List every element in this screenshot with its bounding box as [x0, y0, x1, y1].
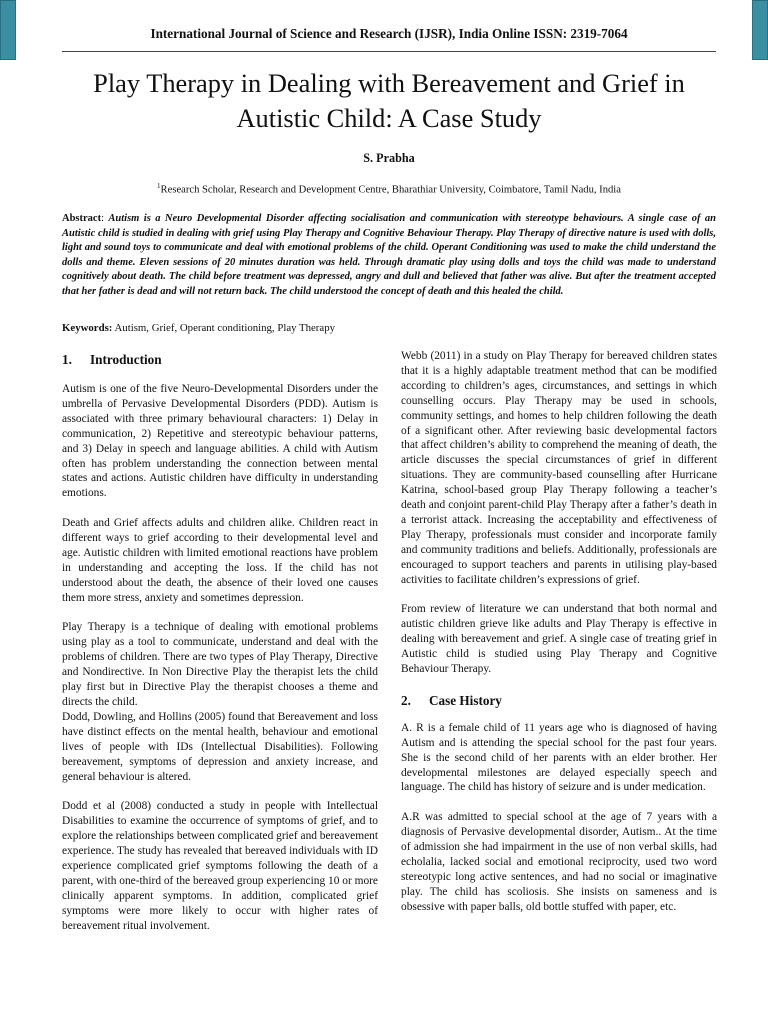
section-number: 2.: [401, 692, 411, 708]
paragraph: Dodd, Dowling, and Hollins (2005) found that Bereavement and loss have distinct effects on the mental health, behaviour and emotional lives of people with IDs (Intellectual Disabilities). Following bereavement, symptoms of depression and anxiety increase, and general behaviour is altered.: [62, 710, 378, 783]
section-title: Introduction: [90, 352, 162, 367]
paragraph: Webb (2011) in a study on Play Therapy for bereaved children states that it is a highly adaptable treatment method that can be modified according to children’s ages, circumstances, and settings in which counselling occurs. Play Therapy may be used in schools, community settings, and homes to help children following the death of a significant other. After reviewing basic developmental factors that affect children’s ability to comprehend the meaning of death, the article discusses the special circumstances of grief in different situations. They are community-based counselling after Hurricane Katrina, school-based group Play Therapy following a teacher’s death and conjoint parent-child Play Therapy after a father’s death in a terrorist attack. Increasing the acceptability and effectiveness of Play Therapy, professionals must consider and incorporate family and community traditions and beliefs. Additionally, professionals are encouraged to support teachers and parents in utilising play-based activities to facilitate children’s expressions of grief.: [401, 350, 717, 586]
right-edge-tab: [752, 0, 768, 60]
author-name: S. Prabha: [363, 151, 415, 165]
affiliation-text: Research Scholar, Research and Development Centre, Bharathiar University, Coimbatore, Tamil Nadu, India: [160, 184, 621, 196]
paragraph: Death and Grief affects adults and children alike. Children react in different ways to grief according to their developmental level and age. Autistic children with limited emotional reactions have problem in understanding and accepting the loss. If the child has not understood about the death, the absence of their loved one causes them more stress, anxiety and sometimes depression.: [62, 517, 378, 604]
section-number: 1.: [62, 352, 72, 367]
abstract: Abstract: Autism is a Neuro Developmental Disorder affecting socialisation and communication with stereotype behaviours. A single case of an Autistic child is studied in dealing with grief using Play Therapy and Cognitive Behaviour Therapy. Play Therapy of directive nature is used with dolls, light and sound toys to communicate and deal with emotional problems of the child. Operant Conditioning was used to make the child understand the dolls and theme. Eleven sessions of 20 minutes duration was held. Through dramatic play using dolls and toys the child was made to understand cognitively about death. The child before treatment was depressed, angry and dull and believed that father was alive. But after the treatment accepted that her father is dead and will not return back. The child understood the concept of death and this healed the child.: [62, 213, 716, 297]
abstract-label: Abstract: [62, 213, 102, 224]
keywords-text: Autism, Grief, Operant conditioning, Play Therapy: [114, 322, 335, 334]
author-affiliation: [62, 182, 716, 196]
section-heading-case-history: [401, 692, 717, 710]
right-column: [401, 349, 717, 929]
paper-title: Play Therapy in Dealing with Bereavement and Grief in Autistic Child: A Case Study: [93, 68, 685, 133]
paragraph: From review of literature we can understand that both normal and autistic children grieve like adults and Play Therapy is effective in dealing with bereavement and grief. A single case of treating grief in Autistic child is studied using Play Therapy and Cognitive Behaviour Therapy.: [401, 603, 717, 676]
paragraph: A.R was admitted to special school at the age of 7 years with a diagnosis of Pervasive developmental disorder, Autism.. At the time of admission she had impairment in the use of non verbal skills, had echolalia, lacked social and emotional reciprocity, used two word stereotypic long active sentences, and had no social or imaginative play. The child has scoliosis. She insists on sameness and is obsessive with paper balls, old bottle stuffed with paper, etc.: [401, 811, 717, 913]
journal-header: International Journal of Science and Research (IJSR), India Online ISSN: 2319-7064: [62, 26, 716, 52]
section-heading-introduction: [62, 351, 378, 369]
keywords-label: Keywords:: [62, 322, 113, 334]
left-column: [62, 349, 378, 948]
affiliation-superscript: 1: [157, 182, 161, 190]
paragraph: Dodd et al (2008) conducted a study in people with Intellectual Disabilities to examine the occurrence of symptoms of grief, and to explore the relationships between complicated grief and bereavement experience. The study has revealed that bereaved individuals with ID experience complicated grief symptoms following the death of a parent, with one-third of the bereaved group experiencing 10 or more clinically apparent symptoms. In addition, complicated grief symptoms were more likely to occur with higher rates of bereavement ritual involvement.: [62, 800, 378, 932]
abstract-text: Autism is a Neuro Developmental Disorder affecting socialisation and communication with stereotype behaviours. A single case of an Autistic child is studied in dealing with grief using Play Therapy and Cognitive Behaviour Therapy. Play Therapy of directive nature is used with dolls, light and sound toys to communicate and deal with emotional problems of the child. Operant Conditioning was used to make the child understand the dolls and theme. Eleven sessions of 20 minutes duration was held. Through dramatic play using dolls and toys the child was made to understand cognitively about death. The child before treatment was depressed, angry and dull and believed that father was alive. But after the treatment accepted that her father is dead and will not return back. The child understood the concept of death and this healed the child.: [62, 213, 716, 297]
paragraph: Play Therapy is a technique of dealing with emotional problems using play as a tool to communicate, understand and deal with the problems of children. There are two types of Play Therapy, Directive and Nondirective. In Non Directive Play the therapist lets the child play first but in Directive Play the therapist chooses a theme and directs the child.: [62, 621, 378, 708]
left-edge-tab: [0, 0, 16, 60]
paragraph: A. R is a female child of 11 years age who is diagnosed of having Autism and is attending the special school for the past four years. She is the second child of her parents with an elder brother. Her developmental milestones are delayed especially speech and language. The child has history of seizure and is under medication.: [401, 721, 717, 794]
keywords: [62, 322, 716, 334]
paragraph: Autism is one of the five Neuro-Developmental Disorders under the umbrella of Pervasive Developmental Disorders (PDD). Autism is associated with three primary behavioural characters: 1) Delay in communication, 2) Repetitive and stereotypic behaviour patterns, and 3) Delay in speech and language abilities. A child with Autism often has problem understanding the connection between mental states and actions. Autistic children have difficulty in understanding emotions.: [62, 383, 378, 500]
section-title: Case History: [429, 692, 502, 708]
